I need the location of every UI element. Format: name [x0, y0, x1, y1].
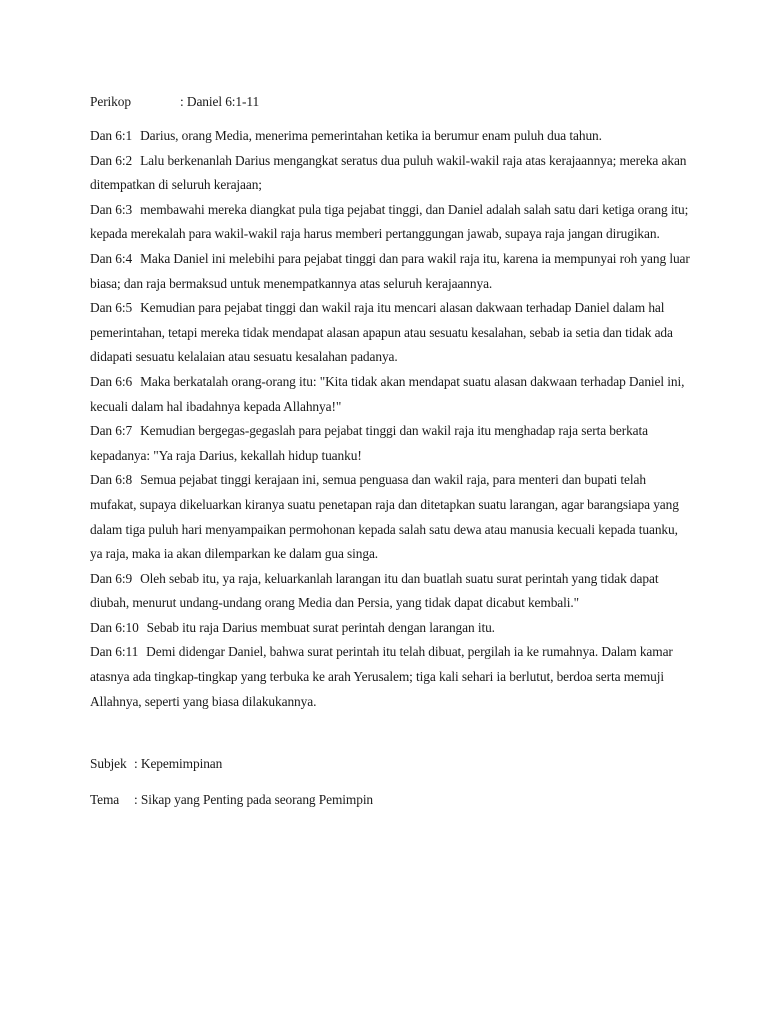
verse-text: Darius, orang Media, menerima pemerintahan ketika ia berumur enam puluh dua tahun.	[140, 128, 602, 143]
verse-6-2	[90, 149, 690, 198]
verse-text: Maka Daniel ini melebihi para pejabat tinggi dan para wakil raja itu, karena ia mempunyai roh yang luar biasa; dan raja bermaksud untuk menempatkannya atas seluruh kerajaannya.	[90, 250, 690, 291]
verse-ref: Dan 6:10	[90, 619, 139, 635]
verse-ref: Dan 6:1	[90, 128, 133, 143]
verse-text: Oleh sebab itu, ya raja, keluarkanlah larangan itu dan buatlah suatu surat perintah yang tidak dapat diubah, menurut undang-undang orang Media dan Persia, yang tidak dapat dicabut kembali."	[90, 570, 659, 611]
verse-ref: Dan 6:5	[90, 300, 133, 316]
tema-value: : Sikap yang Penting pada seorang Pemimpin	[134, 792, 374, 808]
verse-6-9	[90, 567, 690, 616]
verse-6-11	[90, 640, 690, 714]
verse-ref: Dan 6:11	[90, 644, 139, 660]
subjek-label: Subjek	[90, 756, 127, 772]
perikop-value: : Daniel 6:1-11	[180, 94, 260, 109]
tema-row	[90, 790, 690, 810]
document-page	[90, 92, 690, 810]
verse-6-7	[90, 419, 690, 468]
verse-6-6	[90, 370, 690, 419]
verse-6-10	[90, 616, 690, 641]
verse-text: Kemudian para pejabat tinggi dan wakil raja itu mencari alasan dakwaan terhadap Daniel dalam hal pemerintahan, tetapi mereka tidak mendapat alasan apapun atau sesuatu kesalahan, sebab ia setia dan tidak ada didapati sesuatu kelalaian atau sesuatu kesalahan padanya.	[90, 300, 673, 365]
verse-ref: Dan 6:3	[90, 201, 133, 217]
subjek-row	[90, 754, 690, 774]
verse-ref: Dan 6:9	[90, 570, 133, 586]
verse-text: Lalu berkenanlah Darius mengangkat seratus dua puluh wakil-wakil raja atas kerajaannya; mereka akan ditempatkan di seluruh kerajaan;	[90, 152, 687, 193]
verse-list	[90, 124, 690, 714]
verse-6-3	[90, 198, 690, 247]
verse-text: membawahi mereka diangkat pula tiga pejabat tinggi, dan Daniel adalah salah satu dari ketiga orang itu; kepada merekalah para wakil-wakil raja harus memberi pertanggungan jawab, supaya raja jangan dirugikan.	[90, 201, 689, 242]
spacer	[90, 714, 690, 754]
perikop-label: Perikop	[90, 94, 131, 109]
tema-label: Tema	[90, 792, 120, 808]
verse-text: Sebab itu raja Darius membuat surat perintah dengan larangan itu.	[146, 619, 495, 635]
verse-6-8	[90, 468, 690, 566]
verse-ref: Dan 6:4	[90, 250, 133, 266]
spacer	[90, 774, 690, 790]
verse-ref: Dan 6:8	[90, 472, 133, 488]
verse-text: Demi didengar Daniel, bahwa surat perintah itu telah dibuat, pergilah ia ke rumahnya. Dalam kamar atasnya ada tingkap-tingkap yang terbuka ke arah Yerusalem; tiga kali sehari ia berlutut, berdoa serta memuji Allahnya, seperti yang biasa dilakukannya.	[90, 644, 673, 709]
subjek-value: : Kepemimpinan	[134, 756, 223, 772]
verse-6-1	[90, 124, 690, 149]
verse-ref: Dan 6:6	[90, 373, 133, 389]
perikop-row	[90, 92, 690, 112]
verse-6-5	[90, 296, 690, 370]
verse-6-4	[90, 247, 690, 296]
verse-ref: Dan 6:7	[90, 423, 133, 439]
verse-text: Kemudian bergegas-gegaslah para pejabat tinggi dan wakil raja itu menghadap raja serta berkata kepadanya: "Ya raja Darius, kekallah hidup tuanku!	[90, 423, 648, 463]
verse-text: Maka berkatalah orang-orang itu: "Kita tidak akan mendapat suatu alasan dakwaan terhadap Daniel ini, kecuali dalam hal ibadahnya kepada Allahnya!"	[90, 373, 685, 414]
verse-text: Semua pejabat tinggi kerajaan ini, semua penguasa dan wakil raja, para menteri dan bupati telah mufakat, supaya dikeluarkan kiranya suatu penetapan raja dan ditetapkan suatu larangan, agar barangsiapa yang dalam tiga puluh hari menyampaikan permohonan kepada salah satu dewa atau manusia kecuali kepada tuanku, ya raja, maka ia akan dilemparkan ke dalam gua singa.	[90, 472, 679, 562]
verse-ref: Dan 6:2	[90, 152, 133, 168]
